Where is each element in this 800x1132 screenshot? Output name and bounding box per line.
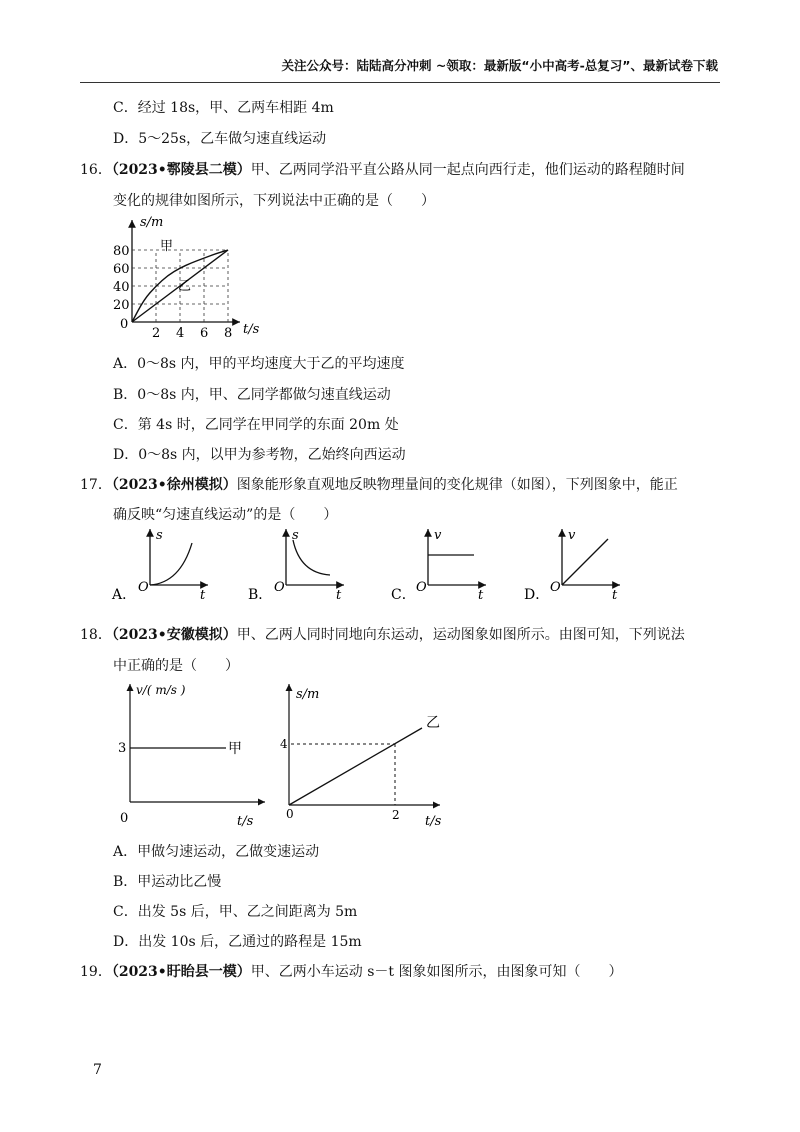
prev-option-d: D．5～25s，乙车做匀速直线运动 bbox=[113, 131, 327, 147]
q17-a-curve bbox=[150, 543, 192, 585]
q17-c-ylabel: v bbox=[434, 528, 442, 543]
q19-source: （2023•盱眙县一模） bbox=[111, 964, 251, 980]
q16-xtick-2: 2 bbox=[152, 326, 161, 341]
q18-st-ylabel: s/m bbox=[296, 687, 320, 702]
q18-source: （2023•安徽模拟） bbox=[111, 627, 237, 643]
q18-option-b: B．甲运动比乙慢 bbox=[113, 874, 222, 890]
q16-option-b: B．0～8s 内，甲、乙同学都做匀速直线运动 bbox=[113, 387, 391, 403]
q18-option-c: C．出发 5s 后，甲、乙之间距离为 5m bbox=[113, 904, 358, 920]
q18-stem-line1 bbox=[80, 624, 685, 644]
q16-source: （2023•鄠陵县二模） bbox=[111, 162, 251, 178]
q16-xtick-6: 6 bbox=[200, 326, 209, 341]
q17-b-curve bbox=[293, 540, 330, 575]
q16-chart bbox=[110, 212, 280, 342]
q19-number: 19． bbox=[80, 964, 112, 980]
q17-d-origin: O bbox=[550, 580, 561, 595]
q18-charts bbox=[110, 680, 460, 830]
q16-ytick-20: 20 bbox=[113, 298, 130, 313]
q17-d-ylabel: v bbox=[568, 528, 576, 543]
q17-option-d-label: D． bbox=[524, 587, 550, 603]
prev-option-c: C．经过 18s，甲、乙两车相距 4m bbox=[113, 100, 334, 116]
q17-panel-b bbox=[248, 528, 344, 603]
page-header: 关注公众号：陆陆高分冲刺 ~领取：最新版“小中高考-总复习”、最新试卷下载 bbox=[281, 58, 718, 73]
q18-option-a: A．甲做匀速运动，乙做变速运动 bbox=[113, 844, 320, 860]
q16-origin: 0 bbox=[120, 317, 129, 332]
q18-st-xtick: 2 bbox=[392, 808, 400, 822]
q19-stem bbox=[80, 961, 622, 981]
q18-vt-origin: 0 bbox=[120, 811, 129, 826]
q17-option-a-label: A． bbox=[112, 587, 137, 603]
q17-a-ylabel: s bbox=[156, 528, 163, 543]
q17-c-origin: O bbox=[416, 580, 427, 595]
q16-xtick-4: 4 bbox=[176, 326, 185, 341]
q17-charts bbox=[110, 525, 710, 607]
q18-st-origin: 0 bbox=[286, 807, 294, 821]
q18-option-d: D．出发 10s 后，乙通过的路程是 15m bbox=[113, 934, 362, 950]
q17-d-xlabel: t bbox=[612, 588, 618, 603]
q16-option-c: C．第 4s 时，乙同学在甲同学的东面 20m 处 bbox=[113, 417, 399, 433]
q18-st-xlabel: t/s bbox=[425, 814, 442, 829]
q16-number: 16． bbox=[80, 162, 112, 178]
q16-ytick-60: 60 bbox=[113, 262, 130, 277]
q18-stem-line2: 中正确的是（ ） bbox=[113, 658, 239, 674]
q19-text: 甲、乙两小车运动 s－t 图象如图所示，由图象可知（ ） bbox=[250, 964, 623, 980]
q17-stem-line1 bbox=[80, 474, 678, 494]
q16-label-jia: 甲 bbox=[160, 239, 174, 254]
q16-x-label: t/s bbox=[243, 322, 260, 337]
q16-y-label: s/m bbox=[140, 215, 164, 230]
q16-ytick-40: 40 bbox=[113, 280, 130, 295]
q17-a-origin: O bbox=[138, 580, 149, 595]
header-divider bbox=[80, 82, 720, 83]
q17-panel-d bbox=[524, 528, 620, 603]
q16-stem-line2: 变化的规律如图所示，下列说法中正确的是（ ） bbox=[113, 193, 435, 209]
q16-text1: 甲、乙两同学沿平直公路从同一起点向西行走，他们运动的路程随时间 bbox=[250, 162, 685, 178]
q16-label-yi: 乙 bbox=[178, 279, 192, 294]
q17-panel-a bbox=[111, 528, 208, 603]
q17-b-ylabel: s bbox=[292, 528, 299, 543]
q17-option-c-label: C． bbox=[391, 587, 416, 603]
q17-a-xlabel: t bbox=[200, 588, 206, 603]
q16-stem-line1 bbox=[80, 159, 685, 179]
q18-vt-ylabel: v/( m/s ) bbox=[136, 683, 186, 697]
q16-option-d: D．0～8s 内，以甲为参考物，乙始终向西运动 bbox=[113, 447, 406, 463]
q17-panel-c bbox=[391, 528, 486, 603]
q18-st-line-yi bbox=[289, 728, 422, 805]
q17-c-xlabel: t bbox=[478, 588, 484, 603]
q16-option-a: A．0～8s 内，甲的平均速度大于乙的平均速度 bbox=[113, 356, 405, 372]
q17-text1: 图象能形象直观地反映物理量间的变化规律（如图），下列图象中，能正 bbox=[236, 477, 678, 493]
q17-source: （2023•徐州模拟） bbox=[111, 477, 237, 493]
q18-st-label-yi: 乙 bbox=[426, 715, 440, 731]
q18-st-ytick: 4 bbox=[280, 737, 288, 751]
q17-b-xlabel: t bbox=[336, 588, 342, 603]
page-number: 7 bbox=[93, 1062, 102, 1078]
q18-vt-xlabel: t/s bbox=[237, 814, 254, 829]
q17-b-origin: O bbox=[274, 580, 285, 595]
q18-vt-label-jia: 甲 bbox=[228, 741, 242, 757]
q17-number: 17． bbox=[80, 477, 112, 493]
q18-vt-graph bbox=[118, 683, 265, 829]
q16-ticks bbox=[113, 244, 232, 341]
q18-number: 18． bbox=[80, 627, 112, 643]
q18-text1: 甲、乙两人同时同地向东运动，运动图象如图所示。由图可知，下列说法 bbox=[236, 627, 685, 643]
q17-option-b-label: B． bbox=[248, 587, 273, 603]
q17-stem-line2: 确反映“匀速直线运动”的是（ ） bbox=[113, 507, 338, 523]
q18-vt-ytick: 3 bbox=[118, 741, 127, 756]
q17-d-line bbox=[562, 539, 608, 585]
q16-ytick-80: 80 bbox=[113, 244, 130, 259]
q16-xtick-8: 8 bbox=[224, 326, 233, 341]
q18-st-graph bbox=[280, 684, 442, 829]
